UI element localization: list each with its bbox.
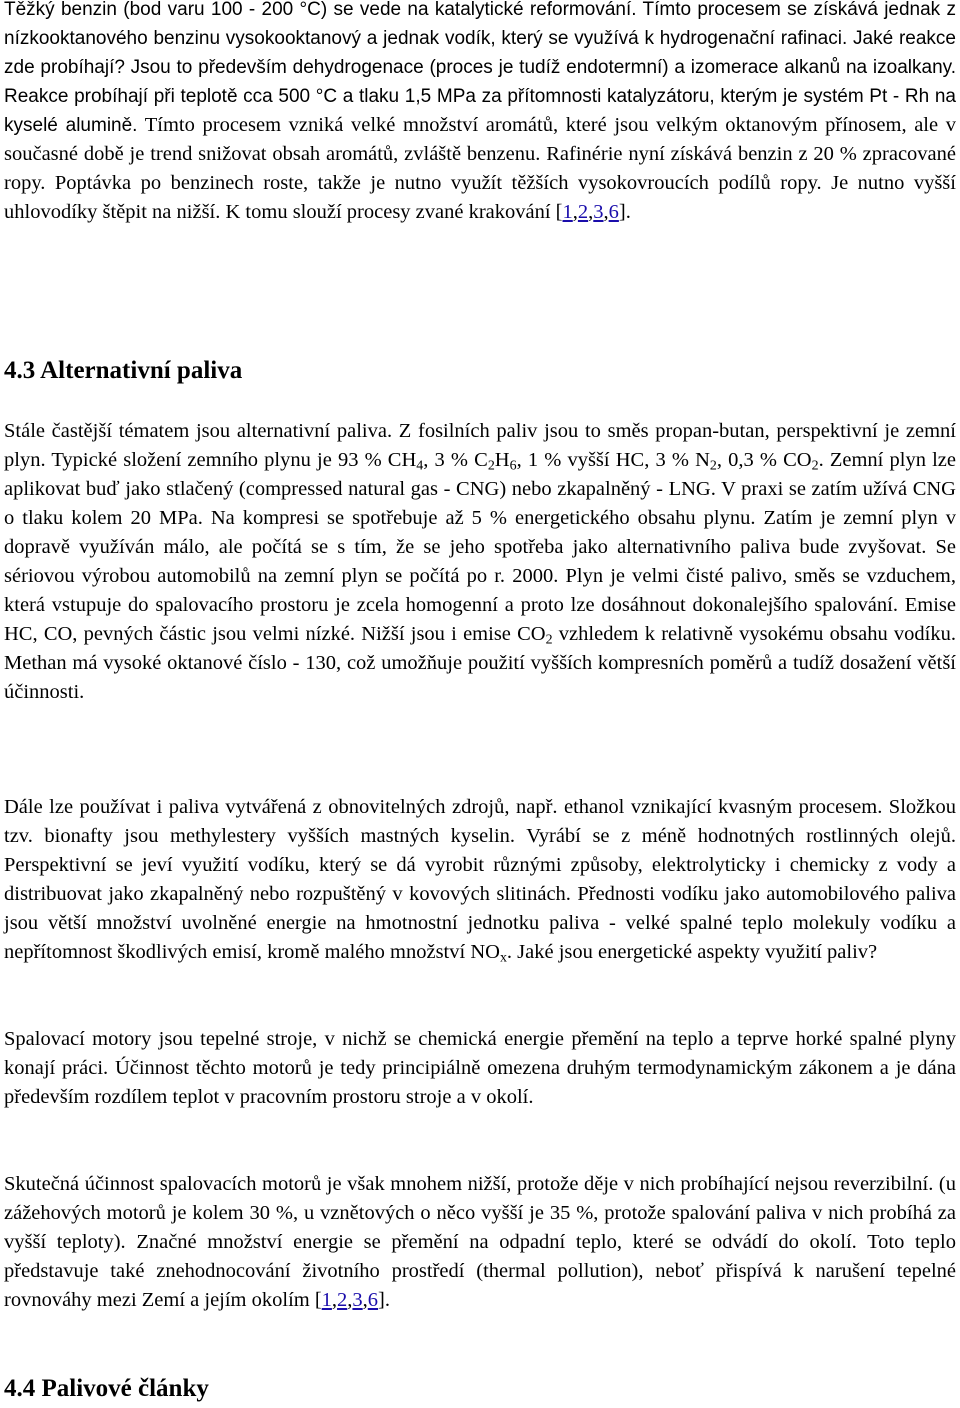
text-segment: . Jaké jsou energetické aspekty využití paliv? xyxy=(506,941,878,963)
subscript: 6 xyxy=(509,458,517,474)
subscript: x xyxy=(499,950,507,966)
text-segment: . Zemní plyn lze aplikovat buď jako stlačený (compressed natural gas - CNG) nebo zkapalněný - LNG. V praxi se zatím užívá CNG o tlaku kolem 20 MPa. Na kompresi se spotřebuje až 5 % energetického obsahu plynu. Zatím je zemní plyn v dopravě využíván málo, ale počítá se s tím, že se jeho spotřeba jako alternativního paliva bude zvyšovat. Se sériovou výrobou automobilů na zemní plyn se počítá po r. 2000. Plyn je velmi čisté palivo, směs se vzduchem, která vstupuje do spalovacího prostoru je zcela homogenní a proto lze dosáhnout dokonalejšího spalování. Emise HC, CO, pevných částic jsou velmi nízké. Nižší jsou i emise CO xyxy=(4,449,956,645)
paragraph-alternative-fuels xyxy=(4,417,956,707)
reference-link[interactable]: 3 xyxy=(352,1289,363,1311)
reference-link[interactable]: 2 xyxy=(337,1289,348,1311)
reference-link[interactable]: 3 xyxy=(593,201,604,223)
text-segment: ]. xyxy=(378,1289,390,1311)
subscript: 2 xyxy=(487,458,495,474)
reference-link[interactable]: 2 xyxy=(577,201,589,223)
text-segment: ]. xyxy=(618,201,631,223)
reference-link[interactable]: 1 xyxy=(562,201,573,223)
text-segment: Těžký benzin (bod varu 100 - 200 °C) se vede na katalytické reformování. Tímto procesem se získává jednak z nízkooktanového benzinu vysokooktanový a jednak vodík, který se využívá k hydrogenační rafinaci. Jaké reakce zde probíhají? xyxy=(4,0,956,78)
text-segment: Rafinérie nyní získává benzin z 20 % zpracované ropy. xyxy=(4,143,956,194)
reference-link[interactable]: 6 xyxy=(608,201,619,223)
section-heading-4-4: 4.4 Palivové články xyxy=(4,1375,209,1402)
text-segment: Reakce probíhají při teplotě cca 500 °C a tlaku 1,5 MPa za přítomnosti katalyzátoru, kterým je systém Pt - Rh na kyselé alumině. xyxy=(4,86,956,136)
text-segment: Poptávka po benzinech roste, takže je nutno využít těžších vysokovroucích podílů ropy. xyxy=(54,172,822,194)
text-segment: , 1 % vyšší HC, 3 % N xyxy=(516,449,710,471)
text-segment: Tímto procesem vzniká velké množství aromátů, které jsou velkým oktanovým přínosem, ale v současné době je trend snižovat obsah aromátů, zvláště benzenu. xyxy=(4,114,956,165)
text-segment: Jsou to především dehydrogenace (proces je tudíž endotermní) a izomerace alkanů na izoalkany. xyxy=(130,57,957,78)
paragraph-catalytic-reforming: Těžký benzin (bod varu 100 - 200 °C) se vede na katalytické reformování. Tímto procesem se získává jednak z nízkooktanového benzinu vysokooktanový a jednak vodík, který se využívá k hydrogenační rafinaci. Jaké reakce zde probíhají? Jsou to především dehydrogenace (proces je tudíž endotermní) a izomerace alkanů na izoalkany. Reakce probíhají při teplotě cca 500 °C a tlaku 1,5 MPa za přítomnosti katalyzátoru, kterým je systém Pt - Rh na kyselé alumině. Tímto procesem vzniká velké množství aromátů, které jsou velkým oktanovým přínosem, ale v současné době je trend snižovat obsah aromátů, zvláště benzenu. Rafinérie nyní získává benzin z 20 % zpracované ropy. Poptávka po benzinech roste, takže je nutno využít těžších vysokovroucích podílů ropy. Je nutno vyšší uhlovodíky štěpit na nižší. K tomu slouží procesy zvané krakování [1,2,3,6]. xyxy=(4,0,957,223)
section-heading-4-3: 4.3 Alternativní paliva xyxy=(4,357,243,384)
paragraph-combustion-engines: Spalovací motory jsou tepelné stroje, v nichž se chemická energie přemění na teplo a teprve horké spalné plyny konají práci. Účinnost těchto motorů je tedy principiálně omezena druhým termodynamickým zákonem a je dána především rozdílem teplot v pracovním prostoru stroje a v okolí. xyxy=(4,1028,956,1108)
paragraph-real-efficiency: Skutečná účinnost spalovacích motorů je však mnohem nižší, protože děje v nich probíhající nejsou reverzibilní. (u zážehových motorů je kolem 30 %, u vznětových o něco vyšší je 35 %, protože spalování paliva v nich probíhá za vyšší teploty). Značné množství energie se přemění na odpadní teplo, které se odvádí do okolí. Toto teplo představuje také znehodnocování životního prostředí (thermal pollution), neboť přispívá k narušení tepelné rovnováhy mezi Zemí a jejím okolím [1,2,3,6]. xyxy=(4,1173,956,1311)
subscript: 2 xyxy=(709,458,717,474)
paragraph-renewable-fuels xyxy=(4,793,956,967)
text-segment: Je nutno vyšší uhlovodíky štěpit na nižší. xyxy=(4,172,956,223)
subscript: 2 xyxy=(811,458,819,474)
text-segment: Stále častější tématem jsou alternativní paliva. Z fosilních paliv jsou to směs propan-butan, perspektivní je zemní plyn. Typické složení zemního plynu je 93 % CH xyxy=(4,420,956,471)
text-segment: , 0,3 % CO xyxy=(716,449,812,471)
text-segment: K tomu slouží procesy zvané krakování [ xyxy=(225,201,563,223)
subscript: 4 xyxy=(416,458,424,474)
text-segment: , 3 % C xyxy=(423,449,488,471)
text-segment: H xyxy=(494,449,510,471)
text-segment: vzhledem k relativně vysokému obsahu vodíku. Methan má vysoké oktanové číslo - 130, což umožňuje použití vyšších kompresních poměrů a tudíž dosažení větší účinnosti. xyxy=(4,623,956,703)
reference-link[interactable]: 6 xyxy=(367,1289,379,1311)
text-segment: Dále lze používat i paliva vytvářená z obnovitelných zdrojů, např. ethanol vznikající kvasným procesem. Složkou tzv. bionafty jsou methylestery vyšších mastných kyselin. Vyrábí se z méně hodnotných rostlinných olejů. Perspektivní se jeví využití vodíku, který se dá vyrobit různými způsoby, elektrolyticky i chemicky z vody a distribuovat jako zkapalněný nebo rozpuštěný v kovových slitinách. Přednosti vodíku jako automobilového paliva jsou větší množství uvolněné energie na hmotnostní jednotku paliva - velké spalné teplo molekuly vodíku a nepřítomnost škodlivých emisí, kromě malého množství NO xyxy=(4,796,956,963)
subscript: 2 xyxy=(545,632,553,648)
text-segment: Skutečná účinnost spalovacích motorů je však mnohem nižší, protože děje v nich probíhající nejsou reverzibilní. (u zážehových motorů je kolem 30 %, u vznětových o něco vyšší je 35 %, protože spalování paliva v nich probíhá za vyšší teploty). Značné množství energie se přemění na odpadní teplo, které se odvádí do okolí. Toto teplo představuje také znehodnocování životního prostředí (thermal pollution), neboť přispívá k narušení tepelné rovnováhy mezi Zemí a jejím okolím [ xyxy=(4,1173,956,1311)
reference-link[interactable]: 1 xyxy=(321,1289,332,1311)
